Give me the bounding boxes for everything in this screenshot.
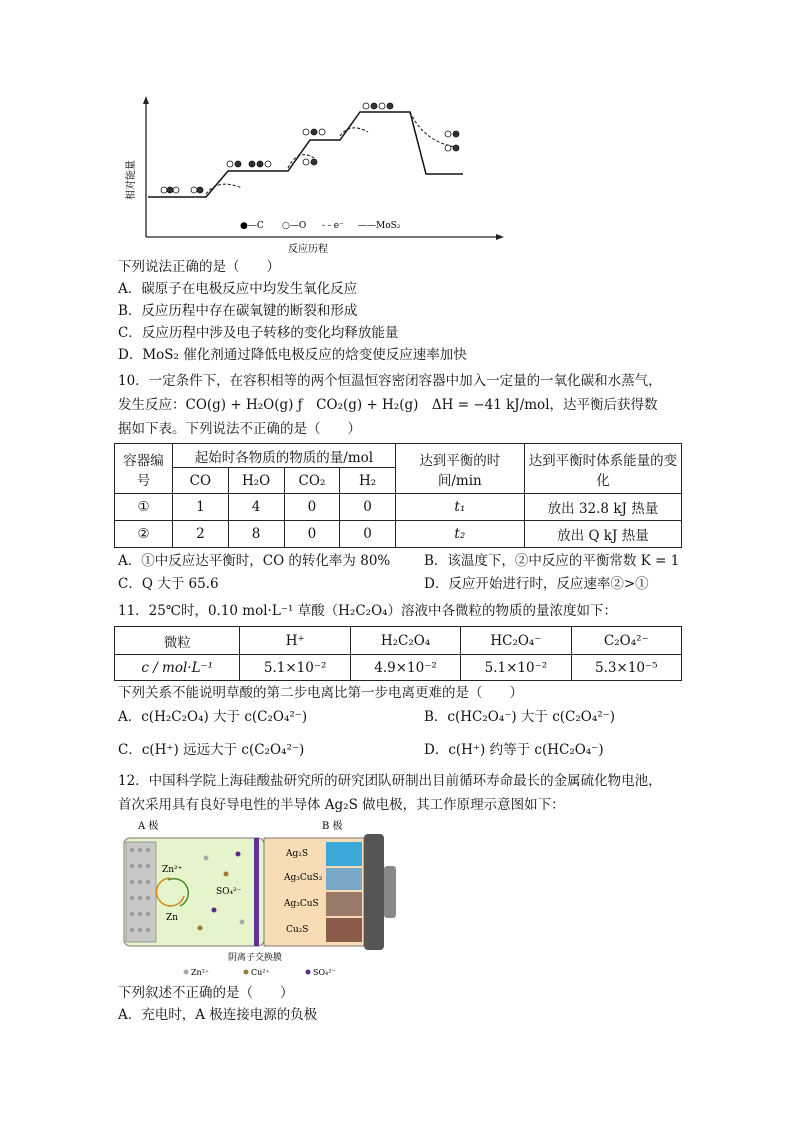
q11-option-c: C．c(H⁺) 远远大于 c(C₂O₄²⁻) <box>118 742 305 758</box>
q11-option-d: D．c(H⁺) 约等于 c(HC₂O₄⁻) <box>424 742 604 758</box>
table-row: ② 2 8 0 0 t₂ 放出 Q kJ 热量 <box>115 521 682 548</box>
th-container: 容器编号 <box>115 444 173 494</box>
q11-prompt: 下列关系不能说明草酸的第二步电离比第一步电离更难的是（ ） <box>118 685 523 701</box>
th-h2o: H₂O <box>228 468 284 494</box>
x-axis-label: 反应历程 <box>288 244 328 255</box>
q9-option-a: A．碳原子在电极反应中均发生氧化反应 <box>118 281 358 297</box>
legend-mos2: ——MoS₂ <box>358 221 401 231</box>
q10-option-d: D．反应开始进行时，反应速率②>① <box>424 576 649 592</box>
q10-option-c: C．Q 大于 65.6 <box>118 576 219 592</box>
q12-prompt: 下列叙述不正确的是（ ） <box>118 985 294 1001</box>
q10-option-b: B．该温度下，②中反应的平衡常数 K = 1 <box>424 553 680 569</box>
table-row: ① 1 4 0 0 t₁ 放出 32.8 kJ 热量 <box>115 494 682 521</box>
so4-label: SO₄²⁻ <box>216 887 242 897</box>
q11-table: 微粒 H⁺ H₂C₂O₄ HC₂O₄⁻ C₂O₄²⁻ c / mol·L⁻¹ 5.1×10⁻² 4.9×10⁻² 5.1×10⁻² 5.3×10⁻⁵ <box>114 626 682 681</box>
y-axis-label: 相对能量 <box>126 160 137 200</box>
a-electrode-label: A 极 <box>138 821 159 832</box>
b-electrode-label: B 极 <box>322 821 343 832</box>
legend-c: ●—C <box>240 221 264 231</box>
q9-prompt: 下列说法正确的是（ ） <box>118 259 280 275</box>
th-energy: 达到平衡时体系能量的变化 <box>524 444 681 494</box>
q12-line1: 12．中国科学院上海硅酸盐研究所的研究团队研制出目前循环寿命最长的金属硫化物电池， <box>118 773 662 789</box>
layer-ag3cus2: Ag₃CuS₂ <box>284 873 323 883</box>
legend-o: ○—O <box>282 221 307 231</box>
layer-ag3cus: Ag₃CuS <box>284 899 319 909</box>
layer-cu2s: Cu₂S <box>286 925 309 935</box>
q10-line1: 10．一定条件下，在容积相等的两个恒温恒容密闭容器中加入一定量的一氧化碳和水蒸气， <box>118 373 662 389</box>
q12-option-a: A．充电时，A 极连接电源的负极 <box>118 1007 318 1023</box>
q10-line2: 发生反应：CO(g) + H₂O(g) ƒ CO₂(g) + H₂(g) ΔH = −41 kJ/mol，达平衡后获得数 <box>118 397 658 413</box>
legend-zn2: Zn²⁺ <box>191 968 210 977</box>
energy-profile-diagram <box>118 92 508 260</box>
layer-ag2s: Ag₂S <box>286 849 309 859</box>
q9-option-d: D．MoS₂ 催化剂通过降低电极反应的焓变使反应速率加快 <box>118 347 467 363</box>
legend-so4: SO₄²⁻ <box>313 968 336 977</box>
th-co2: CO₂ <box>284 468 340 494</box>
membrane-label: 阴离子交换膜 <box>228 953 283 963</box>
q11-line1: 11．25℃时，0.10 mol·L⁻¹ 草酸（H₂C₂O₄）溶液中各微粒的物质的量浓度如下： <box>118 603 618 619</box>
legend-cu2: Cu²⁺ <box>251 968 270 977</box>
battery-diagram <box>118 818 408 980</box>
th-co: CO <box>173 468 229 494</box>
th-time: 达到平衡的时间/min <box>395 444 524 494</box>
q11-option-b: B．c(HC₂O₄⁻) 大于 c(C₂O₄²⁻) <box>424 709 616 725</box>
legend-e: - - e⁻ <box>322 221 344 231</box>
q10-line3: 据如下表。下列说法不正确的是（ ） <box>118 421 361 437</box>
q10-option-a: A．①中反应达平衡时，CO 的转化率为 80% <box>118 553 391 569</box>
th-initial: 起始时各物质的物质的量/mol <box>173 444 396 468</box>
q11-option-a: A．c(H₂C₂O₄) 大于 c(C₂O₄²⁻) <box>118 709 308 725</box>
q12-line2: 首次采用具有良好导电性的半导体 Ag₂S 做电极，其工作原理示意图如下： <box>118 797 565 813</box>
th-h2: H₂ <box>340 468 395 494</box>
q9-option-b: B．反应历程中存在碳氧键的断裂和形成 <box>118 303 358 319</box>
zn2-label: Zn²⁺ <box>162 865 183 875</box>
zn-label: Zn <box>166 913 179 923</box>
q9-option-c: C．反应历程中涉及电子转移的变化均释放能量 <box>118 325 399 341</box>
q10-table <box>114 443 682 548</box>
